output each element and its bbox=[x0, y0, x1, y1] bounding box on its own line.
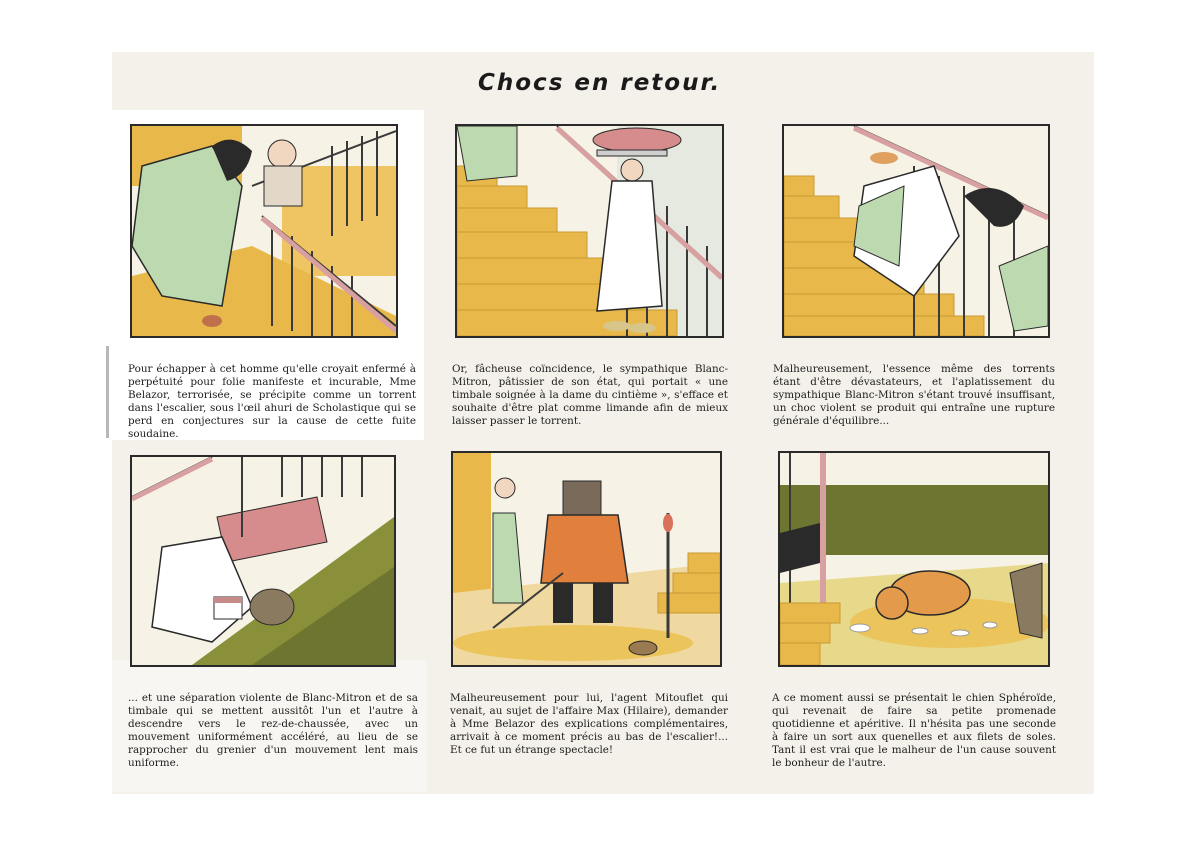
panel-6-caption: A ce moment aussi se présentait le chien Sphéroïde, qui revenait de faire sa petite promenade quotidienne et apéritive. Il n'hésita pas une seconde à faire un sort aux quenelles et aux filets de soles. Tant il est vrai que le malheur de l'un cause souvent le bonheur de l'autre. bbox=[772, 692, 1056, 769]
comic-panel-1 bbox=[130, 124, 398, 338]
panel-3-illustration bbox=[784, 126, 1048, 336]
page-title: Chocs en retour. bbox=[478, 70, 722, 96]
panel-5-illustration bbox=[453, 453, 720, 665]
panel-2-illustration bbox=[457, 126, 722, 336]
panel-1-caption: Pour échapper à cet homme qu'elle croyait enfermé à perpétuité pour folie manifeste et incurable, Mme Belazor, terrorisée, se précipite comme un torrent dans l'escalier, sous l'œil ahuri de Scholastique qui se perd en conjectures sur la cause de cette fuite soudaine. bbox=[128, 363, 416, 440]
panel-4-illustration bbox=[132, 457, 394, 665]
panel-4-caption: ... et une séparation violente de Blanc-Mitron et de sa timbale qui se mettent aussitôt l'un et l'autre à descendre vers le rez-de-chaussée, avec un mouvement uniformément accéléré, au lieu de se rapprocher du grenier d'un mouvement lent mais uniforme. bbox=[128, 692, 418, 769]
comic-panel-4 bbox=[130, 455, 396, 667]
comic-panel-2 bbox=[455, 124, 724, 338]
comic-panel-6 bbox=[778, 451, 1050, 667]
panel-1-illustration bbox=[132, 126, 396, 336]
panel-5-caption: Malheureusement pour lui, l'agent Mitouflet qui venait, au sujet de l'affaire Max (Hilaire), demander à Mme Belazor des explications complémentaires, arrivait à ce moment précis au bas de l'escalier!... Et ce fut un étrange spectacle! bbox=[450, 692, 728, 756]
scan-edge bbox=[106, 346, 109, 438]
comic-panel-3 bbox=[782, 124, 1050, 338]
panel-6-illustration bbox=[780, 453, 1048, 665]
panel-2-caption: Or, fâcheuse coïncidence, le sympathique Blanc-Mitron, pâtissier de son état, qui portait « une timbale soignée à la dame du cintième », s'efface et souhaite d'être plat comme limande afin de mieux laisser passer le torrent. bbox=[452, 363, 728, 427]
comic-panel-5 bbox=[451, 451, 722, 667]
panel-3-caption: Malheureusement, l'essence même des torrents étant d'être dévastateurs, et l'aplatissement du sympathique Blanc-Mitron s'étant trouvé insuffisant, un choc violent se produit qui entraîne une rupture générale d'équilibre... bbox=[773, 363, 1055, 427]
